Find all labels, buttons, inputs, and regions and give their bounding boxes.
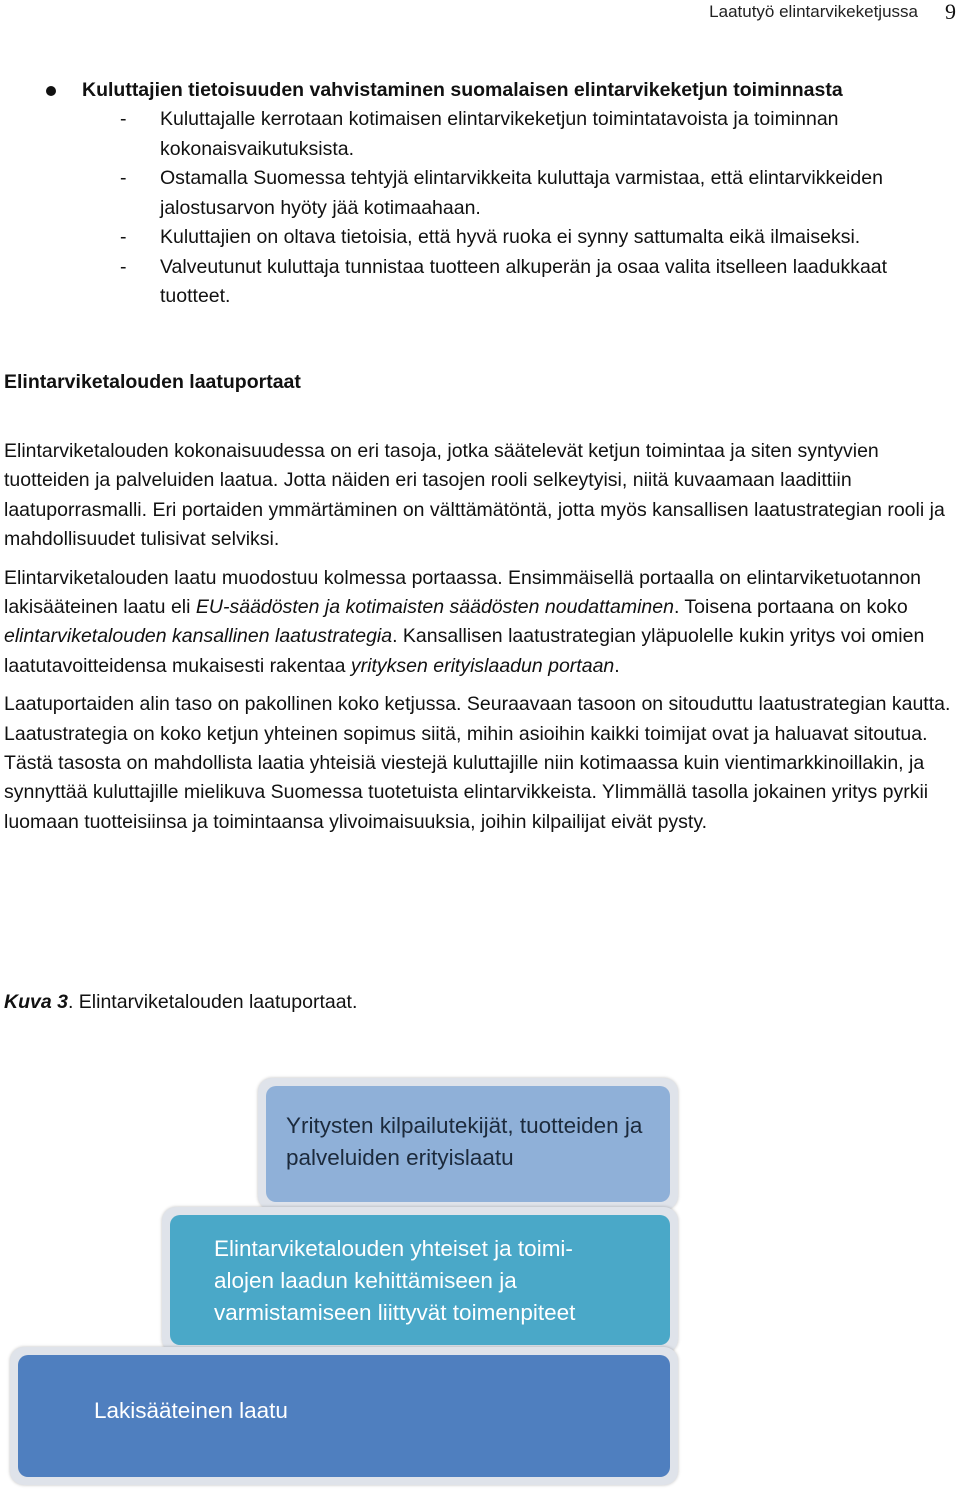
step-top: Yritysten kilpailutekijät, tuotteiden ja palveluiden erityislaatu — [266, 1086, 670, 1202]
step-bottom: Lakisääteinen laatu — [18, 1355, 670, 1477]
paragraph-2 — [4, 564, 959, 681]
dash-list — [0, 105, 960, 312]
paragraph-2-part-b: . Toisena portaana on koko — [673, 595, 908, 618]
list-item-text: Ostamalla Suomessa tehtyjä elintarvikkeita kuluttaja varmistaa, että elintarvikkeiden jalostusarvon hyöty jää kotimaahaan. — [160, 167, 883, 219]
paragraph-2-emphasis-a: EU-säädösten ja kotimaisten säädösten noudattaminen — [195, 595, 674, 618]
list-item-text: Kuluttajien on oltava tietoisia, että hyvä ruoka ei synny sattumalta eikä ilmaiseksi. — [160, 226, 861, 248]
dash-mark: - — [120, 167, 127, 189]
page-number: 9 — [945, 0, 956, 24]
list-item — [0, 253, 960, 312]
bullet-dot-icon — [46, 86, 56, 96]
paragraph-1: Elintarviketalouden kokonaisuudessa on eri tasoja, jotka säätelevät ketjun toimintaa ja siten syntyvien tuotteiden ja palveluiden laatua. Jotta näiden eri tasojen rooli selkeytyisi, niitä kuvaamaan laadittiin laatuporrasmalli. Eri portaiden ymmärtäminen on välttämätöntä, jotta myös kansallisen laatustrategian rooli ja mahdollisuudet tulisivat selviksi. — [4, 440, 945, 550]
paragraph-2-emphasis-c: yrityksen erityislaadun portaan — [350, 654, 615, 677]
page-header — [0, 0, 960, 30]
running-title: Laatutyö elintarvikeketjussa — [709, 2, 918, 21]
dash-mark: - — [120, 226, 127, 248]
list-item — [0, 223, 960, 253]
section-heading: Elintarviketalouden laatuportaat — [4, 371, 301, 393]
list-item-text: Kuluttajalle kerrotaan kotimaisen elintarvikeketjun toimintatavoista ja toiminnan kokonaisvaikutuksista. — [160, 108, 839, 160]
paragraph-2-part-a: Elintarviketalouden laatu muodostuu kolmessa portaassa. Ensimmäisellä portaalla on elintarviketuotannon lakisääteinen laatu eli — [4, 566, 922, 618]
bullet-heading — [0, 76, 960, 105]
quality-steps-diagram — [0, 1070, 960, 1491]
caption-text: . Elintarviketalouden laatuportaat. — [67, 991, 358, 1013]
paragraph-3: Laatuportaiden alin taso on pakollinen koko ketjussa. Seuraavaan tasoon on sitouduttu laatustrategian kautta. Laatustrategia on koko ketjun yhteinen sopimus siitä, mihin asioihin kaikki toimijat ovat ja haluavat sitoutua. Tästä tasosta on mahdollista laatia yhteisiä viestejä kuluttajille niin kotimaassa kuin vientimarkkinoillakin, ja synnyttää kuluttajille mielikuva Suomessa tuotetuista elintarvikkeista. Ylimmällä tasolla jokainen yritys pyrkii luomaan tuotteisiinsa ja toimintaansa ylivoimaisuuksia, joihin kilpailijat eivät pysty. — [4, 693, 951, 833]
dash-mark: - — [120, 255, 127, 278]
figure-caption — [4, 988, 357, 1017]
paragraph-2-part-d: . — [614, 654, 620, 677]
list-item — [0, 164, 960, 223]
list-item — [0, 105, 960, 164]
step-middle: Elintarviketalouden yhteiset ja toimi-alojen laadun kehittämiseen ja varmistamiseen liittyvät toimenpiteet — [170, 1215, 670, 1345]
list-item-text: Valveutunut kuluttaja tunnistaa tuotteen alkuperän ja osaa valita itselleen laadukkaat tuotteet. — [160, 255, 888, 307]
paragraph-2-part-c: . Kansallisen laatustrategian yläpuolelle kukin yritys voi omien laatutavoitteidensa mukaisesti rakentaa — [4, 625, 925, 677]
body-text — [4, 437, 959, 846]
bullet-block — [0, 76, 960, 312]
dash-mark: - — [120, 108, 127, 130]
paragraph-2-emphasis-b: elintarviketalouden kansallinen laatustrategia — [4, 625, 393, 648]
caption-label: Kuva 3 — [4, 991, 68, 1013]
bullet-heading-text: Kuluttajien tietoisuuden vahvistaminen suomalaisen elintarvikeketjun toiminnasta — [82, 79, 843, 101]
